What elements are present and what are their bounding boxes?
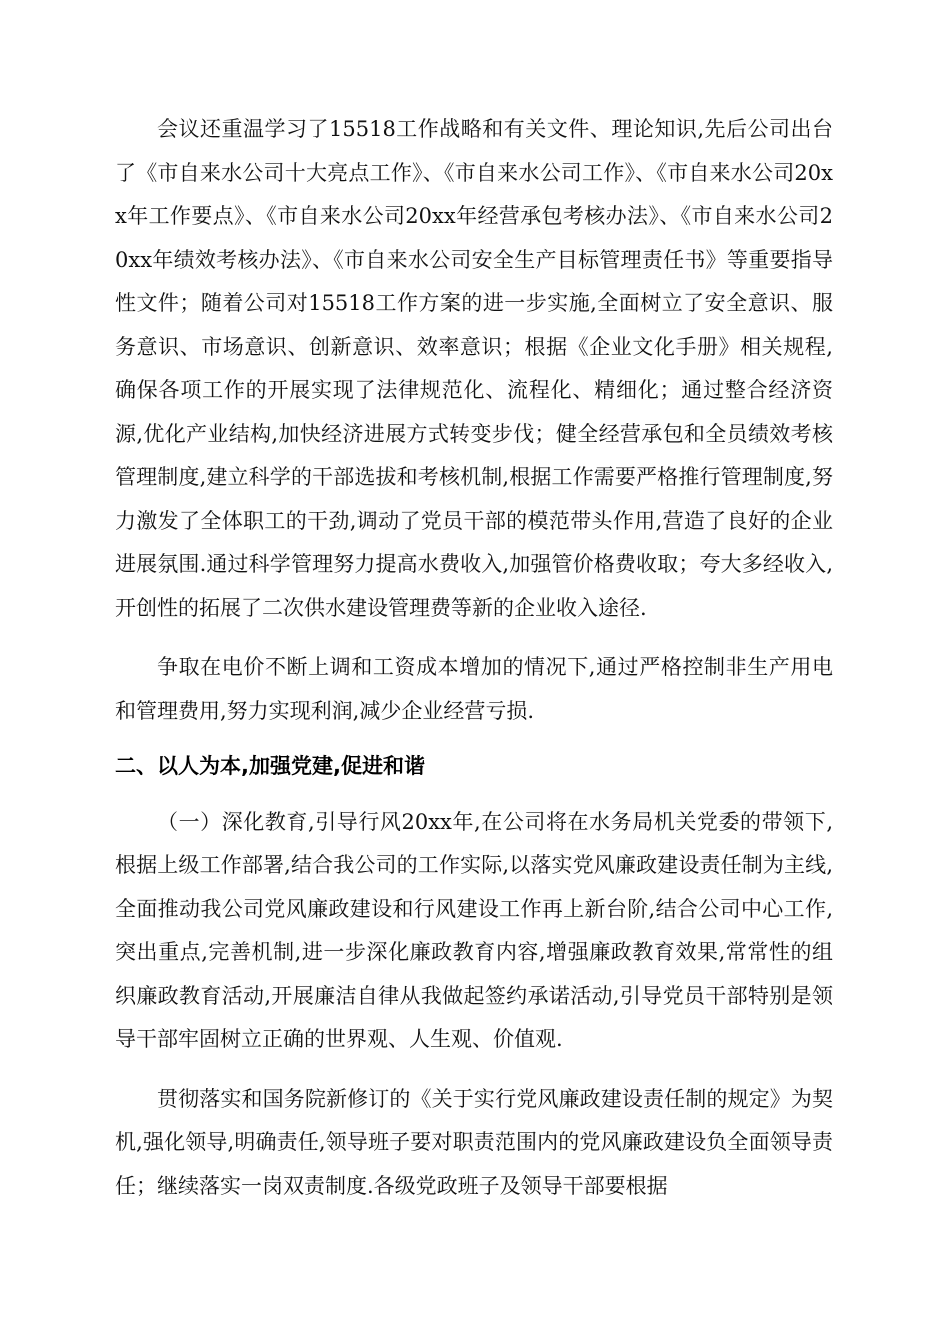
paragraph-implement-responsibility: 贯彻落实和国务院新修订的《关于实行党风廉政建设责任制的规定》为契机,强化领导,明确责任,领导班子要对职责范围内的党风廉政建设负全面领导责任；继续落实一岗双责制度.各级党政班子及领导干部要根据 — [115, 1086, 833, 1198]
paragraph-strategy-documents: 会议还重温学习了15518工作战略和有关文件、理论知识,先后公司出台了《市自来水公司十大亮点工作》、《市自来水公司工作》、《市自来水公司20xx年工作要点》、《市自来水公司20xx年经营承包考核办法》、《市自来水公司20xx年绩效考核办法》、《市自来水公司安全生产目标管理责任书》等重要指导性文件；随着公司对15518工作方案的进一步实施,全面树立了安全意识、服务意识、市场意识、创新意识、效率意识；根据《企业文化手册》相关规程,确保各项工作的开展实现了法律规范化、流程化、精细化；通过整合经济资源,优化产业结构,加快经济进展方式转变步伐；健全经营承包和全员绩效考核管理制度,建立科学的干部选拔和考核机制,根据工作需要严格推行管理制度,努力激发了全体职工的干劲,调动了党员干部的模范带头作用,营造了良好的企业进展氛围.通过科学管理努力提高水费收入,加强管价格费收取；夸大多经收入,开创性的拓展了二次供水建设管理费等新的企业收入途径. — [115, 117, 833, 620]
section-heading-party-building: 二、以人为本,加强党建,促进和谐 — [115, 754, 425, 778]
document-body — [115, 108, 833, 1222]
paragraph-deepen-education: （一）深化教育,引导行风20xx年,在公司将在水务局机关党委的带领下,根据上级工作部署,结合我公司的工作实际,以落实党风廉政建设责任制为主线,全面推动我公司党风廉政建设和行风建设工作再上新台阶,结合公司中心工作,突出重点,完善机制,进一步深化廉政教育内容,增强廉政教育效果,常常性的组织廉政教育活动,开展廉洁自律从我做起签约承诺活动,引导党员干部特别是领导干部牢固树立正确的世界观、人生观、价值观. — [115, 809, 833, 1051]
paragraph-cost-control: 争取在电价不断上调和工资成本增加的情况下,通过严格控制非生产用电和管理费用,努力实现利润,减少企业经营亏损. — [115, 655, 833, 723]
